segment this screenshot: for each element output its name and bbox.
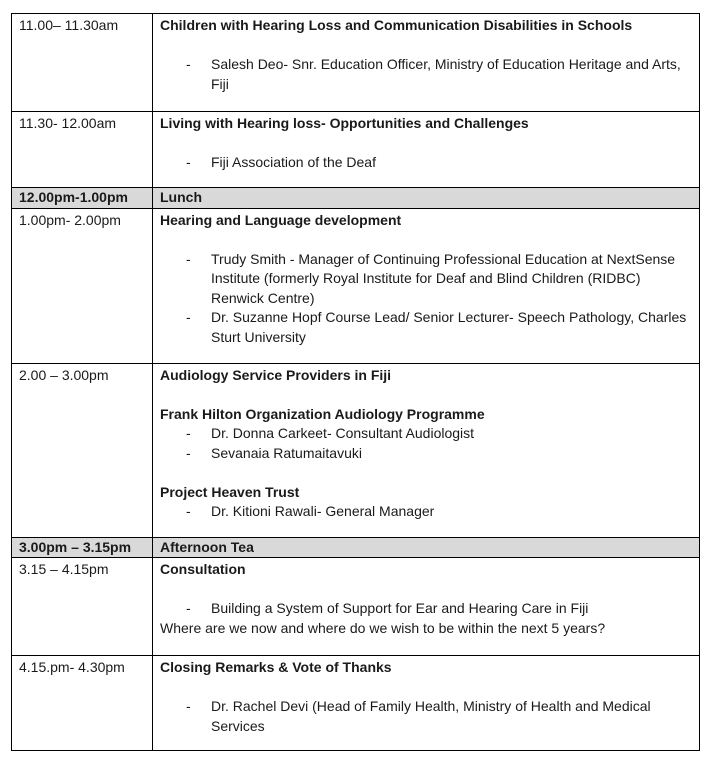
agenda-table — [11, 13, 700, 751]
bullet-marker: - — [186, 600, 191, 616]
list-item — [160, 424, 692, 444]
list-item — [160, 153, 692, 173]
table-row — [12, 14, 700, 112]
time-cell: 11.30- 12.00am — [12, 112, 153, 188]
session-title: Hearing and Language development — [160, 211, 402, 228]
session-cell — [153, 558, 700, 656]
list-item — [160, 250, 692, 309]
speaker-text: Trudy Smith - Manager of Continuing Professional Education at NextSense Institute (formerly Royal Institute for Deaf and Blind Children (RIDBC) Renwick Centre) — [211, 250, 676, 306]
speaker-text: Dr. Donna Carkeet- Consultant Audiologist — [211, 425, 475, 441]
session-title: Children with Hearing Loss and Communication Disabilities in Schools — [160, 17, 633, 33]
session-cell — [153, 656, 700, 751]
organization-title: Project Heaven Trust — [160, 483, 300, 500]
table-row — [12, 188, 700, 209]
table-row — [12, 363, 700, 537]
time-cell: 12.00pm-1.00pm — [12, 188, 153, 209]
speaker-text: Salesh Deo- Snr. Education Officer, Ministry of Education Heritage and Arts, Fiji — [211, 56, 681, 92]
list-item — [160, 308, 692, 347]
session-title: Consultation — [160, 561, 246, 577]
bullet-marker: - — [186, 154, 191, 170]
session-title: Closing Remarks & Vote of Thanks — [160, 659, 392, 675]
table-row — [12, 208, 700, 363]
session-title: Audiology Service Providers in Fiji — [160, 366, 392, 383]
organization-title: Frank Hilton Organization Audiology Programme — [160, 405, 485, 422]
table-row — [12, 537, 700, 558]
speaker-text: Fiji Association of the Deaf — [211, 154, 376, 170]
bullet-marker: - — [186, 698, 191, 714]
table-row — [12, 558, 700, 656]
table-row — [12, 112, 700, 188]
session-title: Living with Hearing loss- Opportunities and Challenges — [160, 115, 529, 131]
list-item — [160, 697, 692, 736]
list-item — [160, 55, 692, 94]
time-cell: 3.00pm – 3.15pm — [12, 537, 153, 558]
speaker-text: Dr. Suzanne Hopf Course Lead/ Senior Lecturer- Speech Pathology, Charles Sturt University — [211, 309, 687, 345]
session-title: Afternoon Tea — [153, 537, 700, 558]
time-cell: 11.00– 11.30am — [12, 14, 153, 112]
time-cell: 1.00pm- 2.00pm — [12, 208, 153, 363]
bullet-marker: - — [186, 56, 191, 72]
speaker-text: Dr. Kitioni Rawali- General Manager — [211, 503, 435, 519]
bullet-marker: - — [186, 250, 191, 267]
bullet-marker: - — [186, 503, 191, 519]
session-cell — [153, 208, 700, 363]
bullet-marker: - — [186, 425, 191, 441]
speaker-text: Dr. Rachel Devi (Head of Family Health, Ministry of Health and Medical Services — [211, 698, 651, 734]
time-cell: 2.00 – 3.00pm — [12, 363, 153, 537]
session-title: Lunch — [153, 188, 700, 209]
session-cell — [153, 363, 700, 537]
list-item — [160, 444, 692, 464]
list-item — [160, 502, 692, 522]
consultation-note: Where are we now and where do we wish to be within the next 5 years? — [160, 619, 606, 636]
bullet-marker: - — [186, 444, 191, 461]
session-cell — [153, 14, 700, 112]
time-cell: 4.15.pm- 4.30pm — [12, 656, 153, 751]
speaker-text: Building a System of Support for Ear and Hearing Care in Fiji — [211, 600, 589, 616]
speaker-text: Sevanaia Ratumaitavuki — [211, 444, 362, 461]
time-cell: 3.15 – 4.15pm — [12, 558, 153, 656]
bullet-marker: - — [186, 309, 191, 325]
list-item — [160, 599, 692, 619]
table-row — [12, 656, 700, 751]
session-cell — [153, 112, 700, 188]
